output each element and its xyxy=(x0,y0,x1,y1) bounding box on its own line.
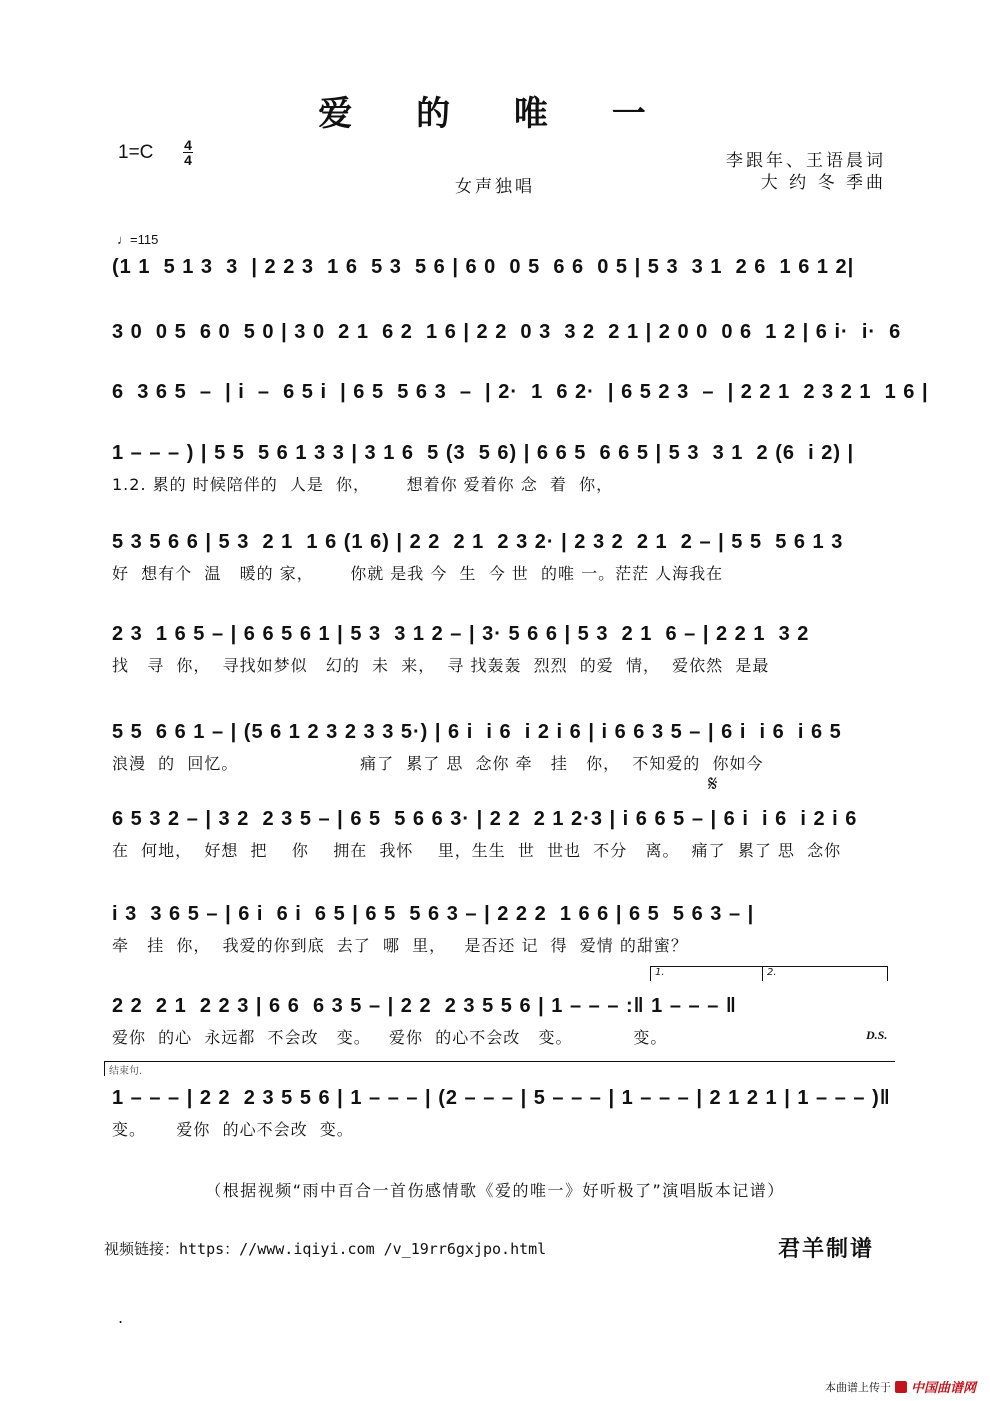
notation-line: 5 5 6 6 1 – | (5 6 1 2 3 2 3 3 5·) | 6 i i 6 i 2 i 6 | i 6 6 3 5 – | 6 i i 6 i 6 5 xyxy=(112,721,842,743)
tempo-mark: ♩=115 xyxy=(117,232,159,247)
lyric-line: 找 寻 你， 寻找如梦似 幻的 未 来， 寻 找轰轰 烈烈 的爱 情， 爱依然 是最 xyxy=(112,656,770,675)
meter-top: 4 xyxy=(184,137,192,153)
notation-line: 1 – – – ) | 5 5 5 6 1 3 3 | 3 1 6 5 (3 5 6) | 6 6 5 6 6 5 | 5 3 3 1 2 (6 i 2) | xyxy=(112,442,855,464)
brand-name: 中国曲谱网 xyxy=(910,1381,976,1396)
notation-line: 3 0 0 5 6 0 5 0 | 3 0 2 1 6 2 1 6 | 2 2 0 3 3 2 2 1 | 2 0 0 0 6 1 2 | 6 i· i· 6 xyxy=(112,321,902,343)
upload-text: 本曲谱上传于 xyxy=(824,1380,891,1394)
second-ending-bracket: 2. xyxy=(762,966,888,981)
key-signature: 1=C xyxy=(118,142,154,163)
lyric-line: 牵 挂 你， 我爱的你到底 去了 哪 里， 是否还 记 得 爱情 的甜蜜？ xyxy=(112,936,688,955)
voice-type: 女声独唱 xyxy=(455,177,535,197)
time-signature xyxy=(183,138,193,167)
composer-credit: 大 约 冬 季曲 xyxy=(760,173,886,193)
brand-logo-icon xyxy=(895,1381,907,1393)
notation-line: (1 1 5 1 3 3 | 2 2 3 1 6 5 3 5 6 | 6 0 0 5 6 6 0 5 | 5 3 3 1 2 6 1 6 1 2| xyxy=(112,256,855,278)
notation-line: 6 3 6 5 – | i – 6 5 i | 6 5 5 6 3 – | 2· 1 6 2· | 6 5 2 3 – | 2 2 1 2 3 2 1 1 6 | xyxy=(112,381,929,403)
lyric-line: 变。 爱你 的心不会改 变。 xyxy=(112,1120,354,1139)
song-title: 爱 的 唯 一 xyxy=(318,94,672,134)
lyric-line: 浪漫 的 回忆。 痛了 累了 思 念你 牵 挂 你， 不知爱的 你如今 xyxy=(112,754,764,773)
notation-line: 6 5 3 2 – | 3 2 2 3 5 – | 6 5 5 6 6 3· | 2 2 2 1 2·3 | i 6 6 5 – | 6 i i 6 i 2 i 6 xyxy=(112,808,858,830)
source-note: （根据视频“雨中百合一首伤感情歌《爱的唯一》好听极了”演唱版本记谱） xyxy=(205,1181,785,1200)
stray-dot: . xyxy=(118,1308,124,1327)
ending-label: 结束句. xyxy=(104,1061,895,1076)
lyric-line: 好 想有个 温 暖的 家， 你就 是我 今 生 今 世 的唯 一。茫茫 人海我在 xyxy=(112,564,724,583)
notation-line: 2 3 1 6 5 – | 6 6 5 6 1 | 5 3 3 1 2 – | 3· 5 6 6 | 5 3 2 1 6 – | 2 2 1 3 2 xyxy=(112,623,810,645)
notation-line: 2 2 2 1 2 2 3 | 6 6 6 3 5 – | 2 2 2 3 5 5 6 | 1 – – – :‖ 1 – – – ‖ xyxy=(112,995,737,1017)
upload-credit[interactable] xyxy=(825,1377,976,1396)
transcriber-signature: 君羊制谱 xyxy=(778,1236,875,1262)
notation-line: 5 3 5 6 6 | 5 3 2 1 1 6 (1 6) | 2 2 2 1 2 3 2· | 2 3 2 2 1 2 – | 5 5 5 6 1 3 xyxy=(112,531,844,553)
lyricist-credit: 李跟年、王语晨词 xyxy=(726,151,886,171)
notation-line: 1 – – – | 2 2 2 3 5 5 6 | 1 – – – | (2 – – – | 5 – – – | 1 – – – | 2 1 2 1 | 1 – – – )‖ xyxy=(112,1087,891,1109)
first-ending-bracket: 1. xyxy=(650,966,763,981)
segno-sign: 𝄋 xyxy=(708,772,718,797)
meter-bottom: 4 xyxy=(184,152,192,168)
ds-mark: D.S. xyxy=(866,1028,888,1042)
lyric-line: 在 何地， 好想 把 你 拥在 我怀 里，生生 世 世也 不分 离。 痛了 累了 思 念你 xyxy=(112,841,842,860)
video-link[interactable]: 视频链接：https：//www.iqiyi.com /v_19rr6gxjpo.html xyxy=(104,1240,547,1258)
notation-line: i 3 3 6 5 – | 6 i 6 i 6 5 | 6 5 5 6 3 – | 2 2 2 1 6 6 | 6 5 5 6 3 – | xyxy=(112,903,755,925)
lyric-line: 1.2. 累的 时候陪伴的 人是 你， 想着你 爱着你 念 着 你， xyxy=(112,475,614,494)
lyric-line: 爱你 的心 永远都 不会改 变。 爱你 的心不会改 变。 变。 xyxy=(112,1028,668,1047)
